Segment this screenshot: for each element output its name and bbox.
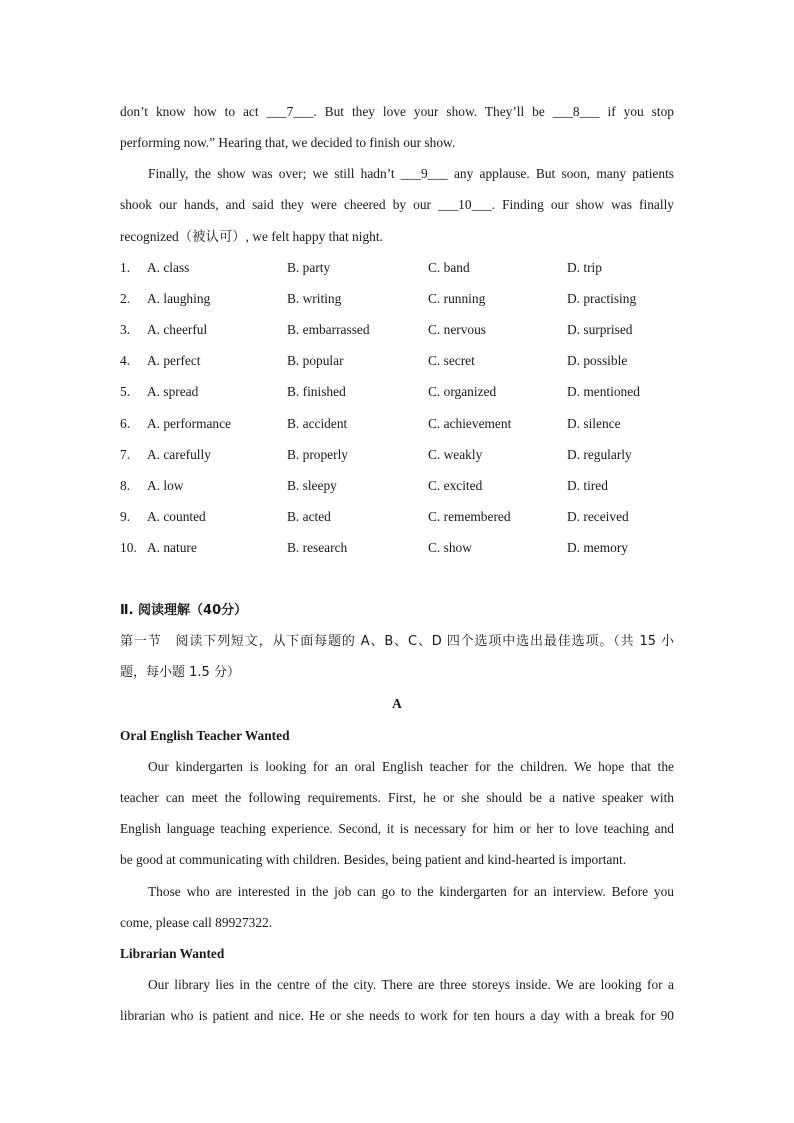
question-number: 7. bbox=[120, 446, 131, 462]
passage-line: Finally, the show was over; we still hadn’t ___9___ any applause. But soon, many patients bbox=[148, 166, 674, 181]
question-number: 1. bbox=[120, 260, 131, 275]
option-a: A. spread bbox=[147, 384, 199, 400]
ad-line: librarian who is patient and nice. He or she needs to work for ten hours a day with a break for 90 bbox=[120, 1008, 674, 1023]
ad-line: teacher can meet the following requirements. First, he or she should be a native speaker with bbox=[120, 790, 674, 805]
option-d: D. received bbox=[567, 508, 629, 524]
option-c: C. remembered bbox=[428, 508, 511, 524]
question-number: 10. bbox=[120, 539, 137, 555]
question-number: 8. bbox=[120, 477, 131, 493]
option-a: A. counted bbox=[147, 508, 206, 524]
option-c: C. running bbox=[428, 291, 486, 307]
option-d: D. practising bbox=[567, 291, 637, 307]
question-number: 4. bbox=[120, 353, 131, 369]
option-d: D. surprised bbox=[567, 322, 633, 338]
option-c: C. band bbox=[428, 260, 470, 275]
option-b: B. writing bbox=[287, 291, 342, 307]
ad-line: Those who are interested in the job can go to the kindergarten for an interview. Before you bbox=[148, 884, 674, 899]
ad-line: Our library lies in the centre of the city. There are three storeys inside. We are looking for a bbox=[148, 977, 674, 992]
option-a: A. cheerful bbox=[147, 322, 208, 338]
option-c: C. organized bbox=[428, 384, 497, 400]
question-number: 5. bbox=[120, 384, 131, 400]
option-c: C. show bbox=[428, 539, 472, 555]
option-a: A. laughing bbox=[147, 291, 211, 307]
option-d: D. tired bbox=[567, 477, 608, 493]
question-number: 9. bbox=[120, 508, 131, 524]
option-d: D. memory bbox=[567, 539, 628, 555]
option-b: B. finished bbox=[287, 384, 346, 400]
option-a: A. nature bbox=[147, 539, 197, 555]
passage-letter: A bbox=[392, 696, 402, 711]
ad-line: Our kindergarten is looking for an oral English teacher for the children. We hope that the bbox=[148, 759, 674, 774]
option-d: D. regularly bbox=[567, 446, 632, 462]
option-b: B. party bbox=[287, 260, 331, 275]
question-row bbox=[120, 353, 680, 369]
option-b: B. accident bbox=[287, 415, 348, 431]
option-d: D. silence bbox=[567, 415, 621, 431]
passage-line: shook our hands, and said they were cheered by our ___10___. Finding our show was finally bbox=[120, 197, 674, 212]
section-instructions: 题，每小题 1.5 分） bbox=[120, 665, 240, 680]
question-row bbox=[120, 384, 680, 400]
option-a: A. low bbox=[147, 477, 184, 493]
option-a: A. carefully bbox=[147, 446, 211, 462]
option-c: C. achievement bbox=[428, 415, 512, 431]
option-a: A. perfect bbox=[147, 353, 201, 369]
question-row bbox=[120, 416, 680, 432]
option-b: B. popular bbox=[287, 353, 344, 369]
passage-line: recognized（被认可）, we felt happy that night. bbox=[120, 229, 383, 244]
ad-line: English language teaching experience. Second, it is necessary for him or her to love teaching and bbox=[120, 821, 674, 836]
ad-line: be good at communicating with children. Besides, being patient and kind-hearted is important. bbox=[120, 852, 627, 867]
option-b: B. properly bbox=[287, 446, 348, 462]
option-c: C. excited bbox=[428, 477, 483, 493]
question-row bbox=[120, 540, 680, 556]
option-b: B. embarrassed bbox=[287, 322, 370, 338]
question-row bbox=[120, 478, 680, 494]
section-heading: Ⅱ. 阅读理解（40分） bbox=[120, 603, 248, 618]
ad-line: come, please call 89927322. bbox=[120, 915, 273, 930]
passage-line: performing now.” Hearing that, we decided to finish our show. bbox=[120, 135, 456, 150]
question-row bbox=[120, 509, 680, 525]
option-b: B. acted bbox=[287, 508, 331, 524]
question-row bbox=[120, 322, 680, 338]
option-a: A. performance bbox=[147, 415, 232, 431]
question-number: 6. bbox=[120, 415, 131, 431]
question-row bbox=[120, 447, 680, 463]
option-a: A. class bbox=[147, 260, 190, 275]
question-row bbox=[120, 260, 680, 276]
passage-line: don’t know how to act ___7___. But they love your show. They’ll be ___8___ if you stop bbox=[120, 104, 674, 119]
option-d: D. mentioned bbox=[567, 384, 640, 400]
ad-title: Oral English Teacher Wanted bbox=[120, 728, 290, 743]
option-c: C. nervous bbox=[428, 322, 487, 338]
option-c: C. secret bbox=[428, 353, 475, 369]
option-c: C. weakly bbox=[428, 446, 483, 462]
ad-title: Librarian Wanted bbox=[120, 946, 225, 961]
question-row bbox=[120, 291, 680, 307]
option-d: D. trip bbox=[567, 260, 602, 275]
question-number: 3. bbox=[120, 322, 131, 338]
section-instructions: 第一节 阅读下列短文，从下面每题的 A、B、C、D 四个选项中选出最佳选项。（共 15 小 bbox=[120, 634, 674, 649]
option-d: D. possible bbox=[567, 353, 628, 369]
option-b: B. research bbox=[287, 539, 348, 555]
question-number: 2. bbox=[120, 291, 131, 307]
option-b: B. sleepy bbox=[287, 477, 337, 493]
